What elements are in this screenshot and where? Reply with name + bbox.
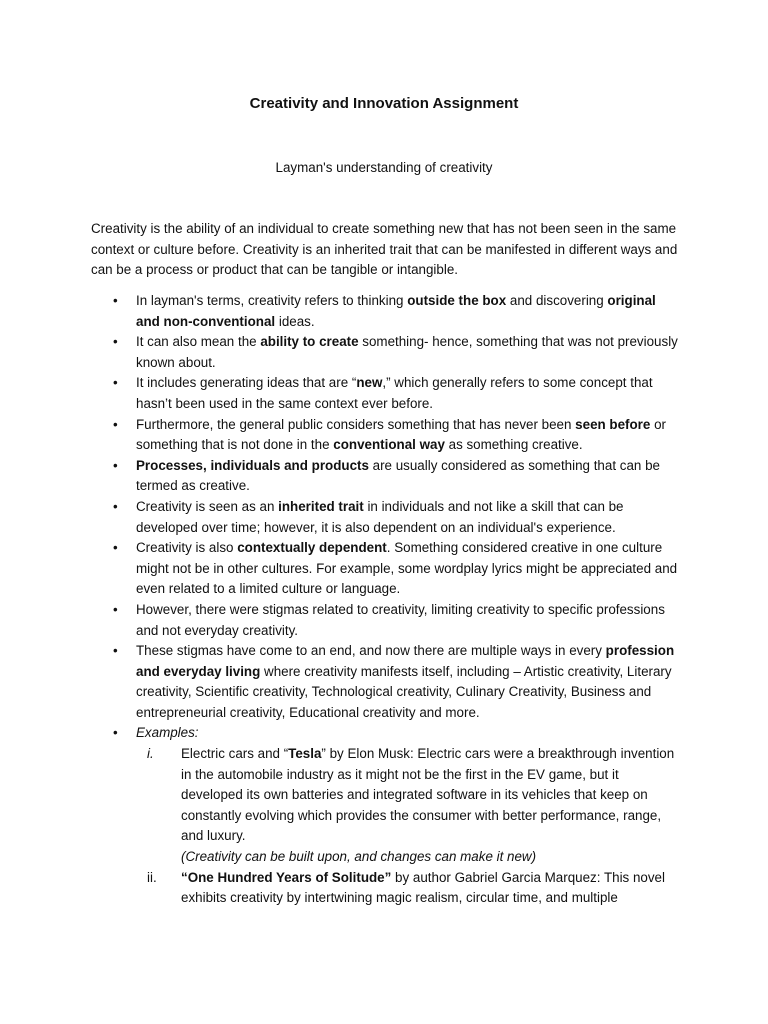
intro-paragraph: Creativity is the ability of an individual to create something new that has not been seen in the same context or culture before. Creativity is an inherited trait that can be manifested in different ways and can be a process or product that can be tangible or intangible. [91, 221, 678, 278]
bullet-text: something- hence, something that was not previously known about. [136, 334, 678, 370]
bullet-bold-text: new [356, 375, 383, 391]
bullet-icon: • [113, 725, 118, 741]
bullet-icon: • [113, 334, 118, 350]
example-note: (Creativity can be built upon, and changes can make it new) [181, 849, 537, 865]
bullet-text: Creativity is seen as an [136, 498, 279, 514]
bullet-bold-text: profession and everyday living [136, 643, 675, 679]
bullet-text: However, there were stigmas related to creativity, limiting creativity to specific professions and not everyday creativity. [136, 601, 665, 638]
example-bold-text: “One Hundred Years of Solitude” [181, 869, 392, 885]
bullet-text: Furthermore, the general public considers something that has never been [136, 416, 576, 432]
bullet-item [91, 641, 681, 723]
example-bold-text: Tesla [288, 746, 322, 762]
bullet-bold-text: outside the box [407, 293, 507, 308]
bullet-icon: • [113, 601, 118, 617]
bullet-bold-text: contextually dependent [237, 540, 387, 556]
bullet-bold-text: original and non-conventional [136, 293, 656, 329]
bullet-bold-text: ability to create [260, 334, 359, 350]
example-number: ii. [147, 869, 157, 885]
example-text: ” by Elon Musk: Electric cars were a breakthrough invention in the automobile industry as it might not be the first in the EV game, but it developed its own batteries and integrated software in its vehicles that keep on constantly evolving which provides the consumer with better performance, range, and luxury. [181, 746, 675, 844]
example-number: i. [147, 746, 154, 762]
bullet-text: These stigmas have come to an end, and now there are multiple ways in every [136, 643, 606, 659]
bullet-item [91, 291, 681, 332]
bullet-text: ideas. [275, 313, 315, 329]
examples-label: Examples: [136, 725, 199, 741]
bullet-item [91, 497, 681, 538]
bullet-item [91, 600, 681, 641]
bullet-text: are usually considered as something that can be termed as creative. [136, 457, 660, 494]
document-title: Creativity and Innovation Assignment [249, 95, 519, 112]
bullet-icon: • [113, 416, 118, 432]
bullet-bold-text: conventional way [333, 437, 445, 453]
bullet-item [91, 456, 681, 497]
bullet-bold-text: inherited trait [278, 498, 364, 514]
bullet-item [91, 332, 681, 373]
bullet-text: where creativity manifests itself, including – Artistic creativity, Literary creativity, Scientific creativity, Technological creativity, Culinary Creativity, Business and entrepreneurial creativity, Educational creativity and more. [136, 663, 672, 720]
bullet-text: It includes generating ideas that are “ [136, 375, 357, 391]
bullet-item [91, 538, 681, 600]
bullet-text: ,” which generally refers to some concept that hasn’t been used in the same context ever before. [136, 375, 653, 411]
bullet-bold-text: seen before [575, 416, 651, 432]
bullet-icon: • [113, 643, 118, 659]
bullet-text: in individuals and not like a skill that can be developed over time; however, it is also dependent on an individual's experience. [136, 498, 624, 535]
bullet-text: It can also mean the [136, 334, 261, 350]
examples-list [136, 744, 681, 909]
bullet-item-examples [91, 723, 681, 908]
bullet-icon: • [113, 457, 118, 473]
bullet-icon: • [113, 293, 118, 308]
bullet-bold-text: Processes, individuals and products [136, 457, 369, 473]
bullet-icon: • [113, 498, 118, 514]
bullet-text: Creativity is also [136, 540, 238, 556]
example-item [136, 744, 681, 868]
bullet-text: . Something considered creative in one culture might not be in other cultures. For example, some wordplay lyrics might be appreciated and even related to a limited culture or language. [136, 540, 678, 597]
bullet-item [91, 415, 681, 456]
bullet-icon: • [113, 375, 118, 391]
document-subtitle: Layman's understanding of creativity [275, 160, 493, 175]
bullet-text: In layman's terms, creativity refers to thinking [136, 293, 408, 308]
bullet-text: or something that is not done in the [136, 416, 666, 453]
example-text: by author Gabriel Garcia Marquez: This novel exhibits creativity by intertwining magic realism, circular time, and multiple [181, 869, 665, 906]
bullet-icon: • [113, 540, 118, 556]
example-text: Electric cars and “ [181, 746, 289, 762]
bullet-list [91, 291, 681, 909]
bullet-text: and discovering [506, 293, 608, 308]
example-item [136, 868, 681, 909]
bullet-text: as something creative. [444, 437, 583, 453]
bullet-item [91, 373, 681, 414]
